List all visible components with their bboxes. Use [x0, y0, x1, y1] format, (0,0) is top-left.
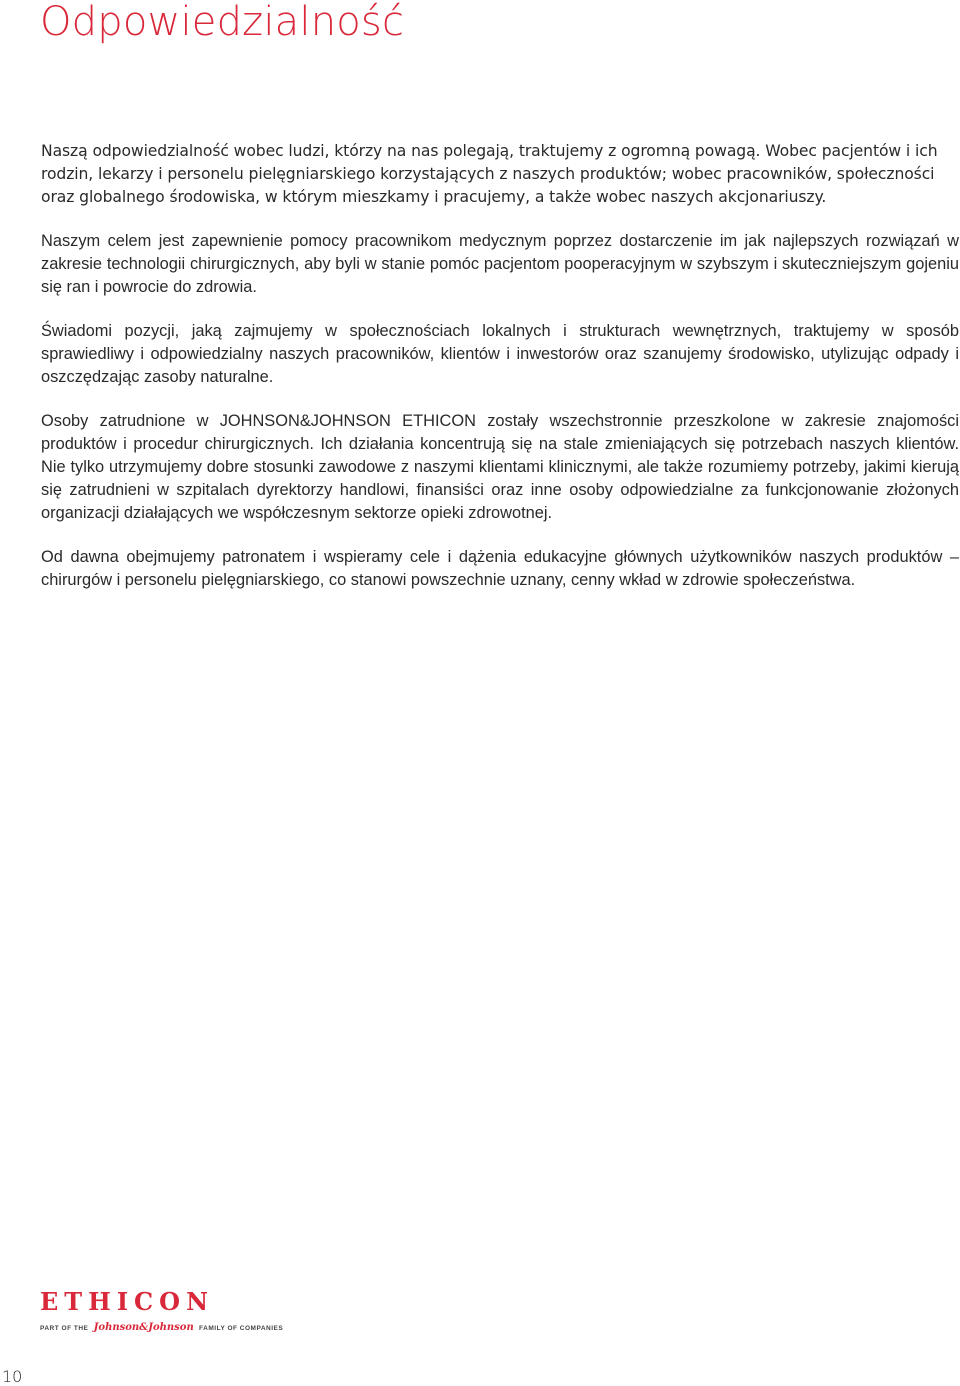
paragraph-staff: Osoby zatrudnione w JOHNSON&JOHNSON ETHICON zostały wszechstronnie przeszkolone w zakresie znajomości produktów i procedur chirurgicznych. Ich działania koncentrują się na stale zmieniających się potrzebach naszych klientów. Nie tylko utrzymujemy dobre stosunki zawodowe z naszymi klientami klinicznymi, ale także rozumiemy potrzeby, jakimi kierują się zatrudnieni w szpitalach dyrektorzy handlowi, finansiści oraz inne osoby odpowiedzialne za funkcjonowanie złożonych organizacji działających we współczesnym sektorze opieki zdrowotnej.	[41, 412, 959, 522]
tagline-prefix: PART OF THE	[40, 1325, 89, 1332]
tagline-suffix: FAMILY OF COMPANIES	[199, 1325, 284, 1332]
ethicon-wordmark: ETHICON	[40, 1287, 214, 1316]
paragraph-goal: Naszym celem jest zapewnienie pomocy pracownikom medycznym poprzez dostarczenie im jak najlepszych rozwiązań w zakresie technologii chirurgicznych, aby byli w stanie pomóc pacjentom pooperacyjnym w szybszym i skuteczniejszym gojeniu się ran i powrocie do zdrowia.	[41, 232, 959, 296]
johnson-johnson-brand: Johnson&Johnson	[93, 1322, 194, 1333]
ethicon-logo	[40, 1287, 284, 1334]
page-number: 10	[2, 1367, 23, 1386]
logo-tagline	[40, 1322, 284, 1334]
paragraph-education: Od dawna obejmujemy patronatem i wspieramy cele i dążenia edukacyjne głównych użytkowników naszych produktów – chirurgów i personelu pielęgniarskiego, co stanowi powszechnie uznany, cenny wkład w zdrowie społeczeństwa.	[41, 548, 959, 589]
paragraph-awareness: Świadomi pozycji, jaką zajmujemy w społecznościach lokalnych i strukturach wewnętrznych, traktujemy w sposób sprawiedliwy i odpowiedzialny naszych pracowników, klientów i inwestorów oraz szanujemy środowisko, utylizując odpady i oszczędzając zasoby naturalne.	[41, 322, 959, 386]
body-text	[41, 140, 959, 613]
paragraph-responsibility: Naszą odpowiedzialność wobec ludzi, którzy na nas polegają, traktujemy z ogromną powagą. Wobec pacjentów i ich rodzin, lekarzy i personelu pielęgniarskiego korzystających z naszych produktów; wobec pracowników, społeczności oraz globalnego środowiska, w którym mieszkamy i pracujemy, a także wobec naszych akcjonariuszy.	[41, 142, 938, 206]
page-title: Odpowiedzialność	[40, 0, 405, 45]
